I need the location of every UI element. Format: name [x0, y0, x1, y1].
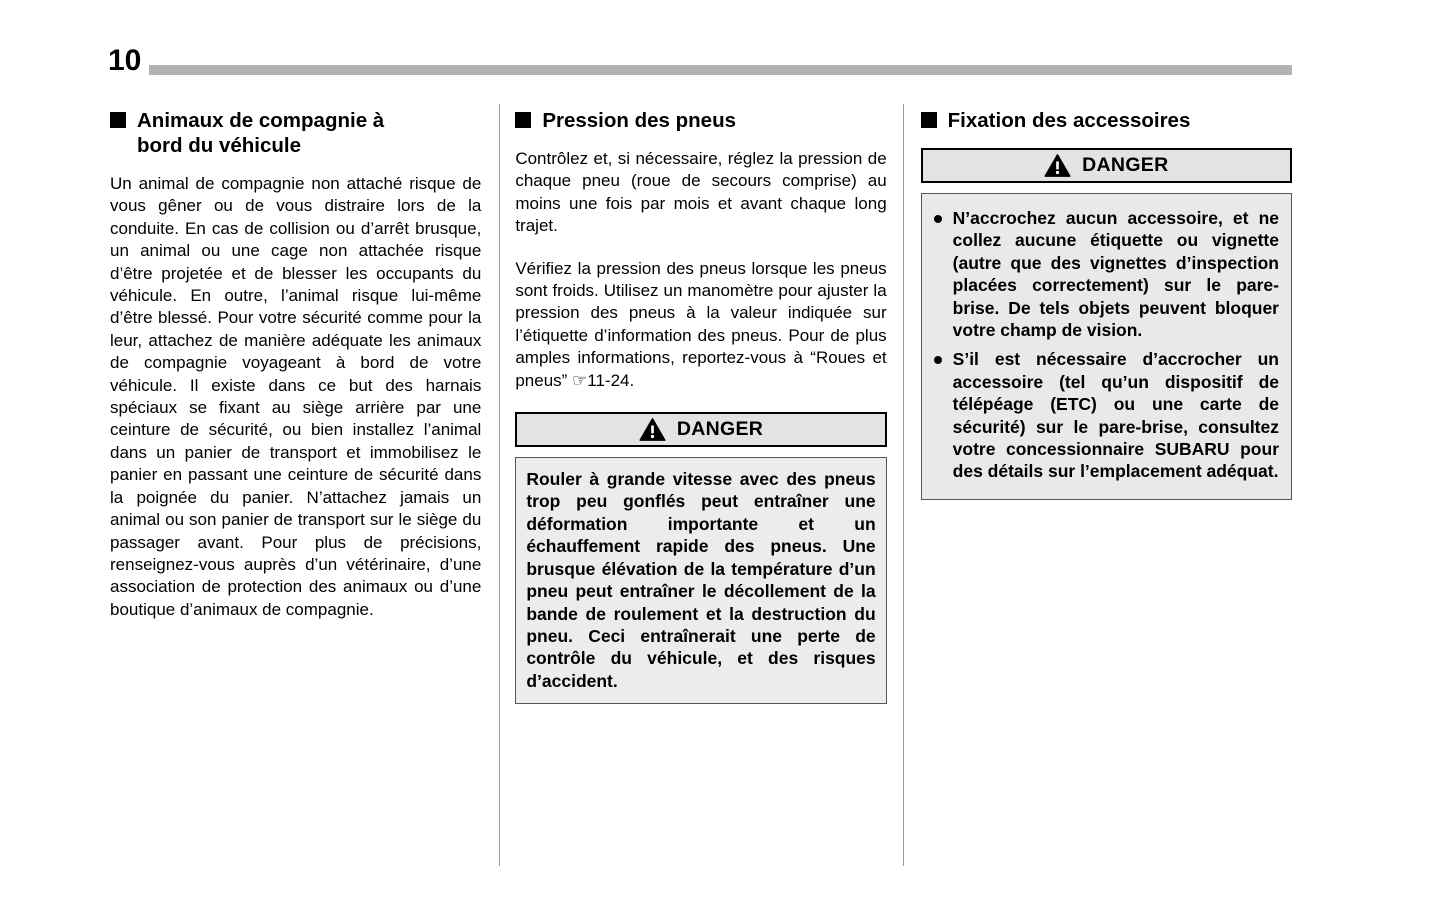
- column-pets: [110, 108, 481, 870]
- danger-text-box: Rouler à grande vitesse avec des pneus trop peu gonflés peut entraîner une déformation importante et un échauffement rapide des pneus. Une brusque élévation de la température d’un pneu peut entraîner le décollement de la bande de roulement et la destruction du pneu. Ceci entraînerait une perte de contrôle du véhicule, et des risques d’accident.: [515, 457, 886, 704]
- section-heading-pets: [110, 108, 481, 158]
- bullet-item: [934, 348, 1279, 482]
- bullet-item: [934, 207, 1279, 341]
- body-paragraph: Vérifiez la pression des pneus lorsque les pneus sont froids. Utilisez un manomètre pour ajuster la pression des pneus à la valeur indiquée sur l’étiquette d’information des pneus. Pour de plus amples informations, reportez-vous à “Roues et pneus” ☞11-24.: [515, 258, 887, 390]
- bullet-icon: [934, 215, 942, 223]
- page-header: [108, 46, 1292, 76]
- black-square-icon: [515, 112, 531, 128]
- section-heading-accessories: [921, 108, 1292, 133]
- black-square-icon: [921, 112, 937, 128]
- bullet-text: S’il est nécessaire d’accrocher un accessoire (tel qu’un dispositif de télépéage (ETC) ou une carte de sécurité) sur le pare-brise, consultez votre concessionnaire SUBARU pour des détails sur l’emplacement adéquat.: [952, 349, 1279, 482]
- warning-triangle-icon: [1044, 154, 1071, 177]
- black-square-icon: [110, 112, 126, 128]
- section-heading-tires: [515, 108, 886, 133]
- column-accessories: [921, 108, 1292, 870]
- bullet-icon: [934, 356, 942, 364]
- danger-bullet-box: [921, 193, 1292, 500]
- body-paragraph: Un animal de compagnie non attaché risque de vous gêner ou de vous distraire lors de la conduite. En cas de collision ou d’arrêt brusque, un animal ou une cage non attachée risque d’être projetée et de blesser les occupants du véhicule. En outre, l’animal risque lui-même d’être blessé. Pour votre sécurité comme pour la leur, attachez de manière adéquate les animaux de compagnie voyageant à bord de votre véhicule. Il existe dans ce but des harnais spéciaux se fixant au siège arrière par une ceinture de sécurité, ou bien installez l’animal dans un panier de transport et immobilisez le panier en passant une ceinture de sécurité dans la poignée du panier. N’attachez jamais un animal ou son panier de transport sur le siège du passager avant. Pour plus de précisions, renseignez-vous auprès d’un vétérinaire, d’une association de protection des animaux ou d’une boutique d’animaux de compagnie.: [110, 174, 482, 619]
- bullet-text: N’accrochez aucun accessoire, et ne collez aucune étiquette ou vignette (autre que des vignettes d’inspection placées correctement) sur le pare-brise. De tels objets peuvent bloquer votre champ de vision.: [952, 208, 1279, 341]
- danger-header: [515, 412, 886, 447]
- danger-header: [921, 148, 1292, 183]
- section-title: Animaux de compagnie à bord du véhicule: [137, 109, 385, 157]
- content-columns: [110, 108, 1292, 870]
- column-tire-pressure: [515, 108, 886, 870]
- section-title: Pression des pneus: [542, 109, 737, 132]
- page-number: 10: [108, 44, 142, 77]
- body-paragraph: Contrôlez et, si nécessaire, réglez la pression de chaque pneu (roue de secours comprise) au moins une fois par mois et avant chaque long trajet.: [515, 149, 887, 236]
- warning-triangle-icon: [639, 418, 666, 441]
- danger-label: DANGER: [676, 418, 764, 441]
- danger-label: DANGER: [1082, 154, 1169, 176]
- section-title: Fixation des accessoires: [947, 109, 1191, 132]
- header-rule: [149, 65, 1292, 75]
